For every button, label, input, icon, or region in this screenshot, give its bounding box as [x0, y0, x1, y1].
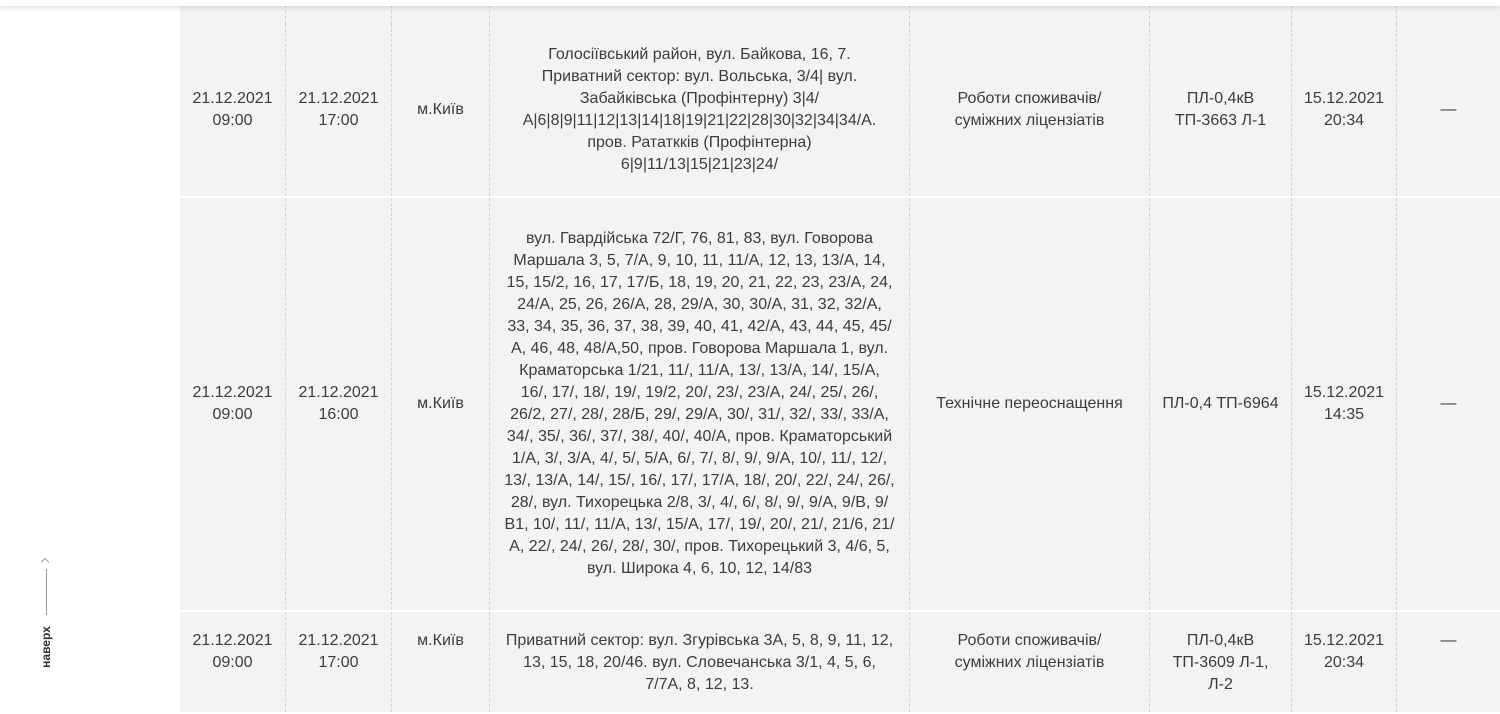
city-cell: м.Київ [391, 24, 489, 196]
start-time-cell: 21.12.2021 09:00 [192, 90, 273, 129]
city-cell: м.Київ [391, 612, 489, 712]
power-line-cell: ПЛ-0,4кВ ТП-3609 Л-1, Л-2 [1149, 612, 1291, 712]
city-cell: м.Київ [391, 198, 489, 610]
table-row [180, 612, 1500, 714]
note-cell: — [1396, 24, 1500, 196]
reason-cell: Технічне переоснащення [909, 198, 1149, 610]
end-time-cell: 21.12.2021 17:00 [285, 612, 391, 712]
power-line-cell: ПЛ-0,4кВ ТП-3663 Л-1 [1149, 24, 1291, 196]
reason-cell: Роботи споживачів/ суміжних ліцензіатів [909, 612, 1149, 712]
table-row [180, 24, 1500, 198]
divider-line [46, 569, 47, 615]
created-time-cell: 15.12.2021 20:34 [1291, 612, 1396, 712]
reason-cell: Роботи споживачів/ суміжних ліцензіатів [909, 24, 1149, 196]
back-to-top-label: наверх [39, 626, 53, 668]
note-cell: — [1396, 198, 1500, 610]
back-to-top-button[interactable] [30, 555, 64, 675]
power-line-cell: ПЛ-0,4 ТП-6964 [1149, 198, 1291, 610]
created-time-cell: 15.12.2021 20:34 [1291, 24, 1396, 196]
note-cell: — [1396, 612, 1500, 712]
address-cell: Голосіївський район, вул. Байкова, 16, 7. Приватний сектор: вул. Вольська, 3/4| вул. Забайківська (Профінтерну) 3|4/ А|6|8|9|11|12|13|14|18|19|21|22|28|30|32|34|34/А. пров. Рататкків (Профінтерна) 6|9|11/13|15|21|23|24/ [489, 24, 909, 196]
chevron-up-icon [41, 558, 49, 566]
start-time-cell: 21.12.2021 09:00 [192, 384, 273, 423]
outage-table [180, 0, 1500, 714]
table-row [180, 198, 1500, 612]
created-time-cell: 15.12.2021 14:35 [1291, 198, 1396, 610]
address-cell: Приватний сектор: вул. Згурівська 3А, 5, 8, 9, 11, 12, 13, 15, 18, 20/46. вул. Словечанська 3/1, 4, 5, 6, 7/7А, 8, 12, 13. [489, 612, 909, 712]
address-cell: вул. Гвардійська 72/Г, 76, 81, 83, вул. Говорова Маршала 3, 5, 7/А, 9, 10, 11, 11/А, 12, 13, 13/А, 14, 15, 15/2, 16, 17, 17/Б, 18, 19, 20, 21, 22, 23, 23/А, 24, 24/А, 25, 26, 26/А, 28, 29/А, 30, 30/А, 31, 32, 32/А, 33, 34, 35, 36, 37, 38, 39, 40, 41, 42/А, 43, 44, 45, 45/А, 46, 48, 48/А,50, пров. Говорова Маршала 1, вул. Краматорська 1/21, 11/, 11/А, 13/, 13/А, 14/, 15/А, 16/, 17/, 18/, 19/, 19/2, 20/, 23/, 23/А, 24/, 25/, 26/, 26/2, 27/, 28/, 28/Б, 29/, 29/А, 30/, 31/, 32/, 33/, 33/А, 34/, 35/, 36/, 37/, 38/, 40/, 40/А, пров. Краматорський 1/А, 3/, 3/А, 4/, 5/, 5/А, 6/, 7/, 8/, 9/, 9/А, 10/, 11/, 12/, 13/, 13/А, 14/, 15/, 16/, 17/, 17/А, 18/, 20/, 22/, 24/, 26/, 28/, вул. Тихорецька 2/8, 3/, 4/, 6/, 8/, 9/, 9/А, 9/В, 9/В1, 10/, 11/, 11/А, 13/, 15/А, 17/, 19/, 20/, 21/, 21/6, 21/А, 22/, 24/, 26/, 28/, 30/, пров. Тихорецький 3, 4/6, 5, вул. Широка 4, 6, 10, 12, 14/83 [489, 198, 909, 610]
end-time-cell: 21.12.2021 17:00 [285, 24, 391, 196]
top-bar [0, 0, 1500, 6]
end-time-cell: 21.12.2021 16:00 [285, 198, 391, 610]
start-time-cell: 21.12.2021 09:00 [192, 632, 273, 671]
